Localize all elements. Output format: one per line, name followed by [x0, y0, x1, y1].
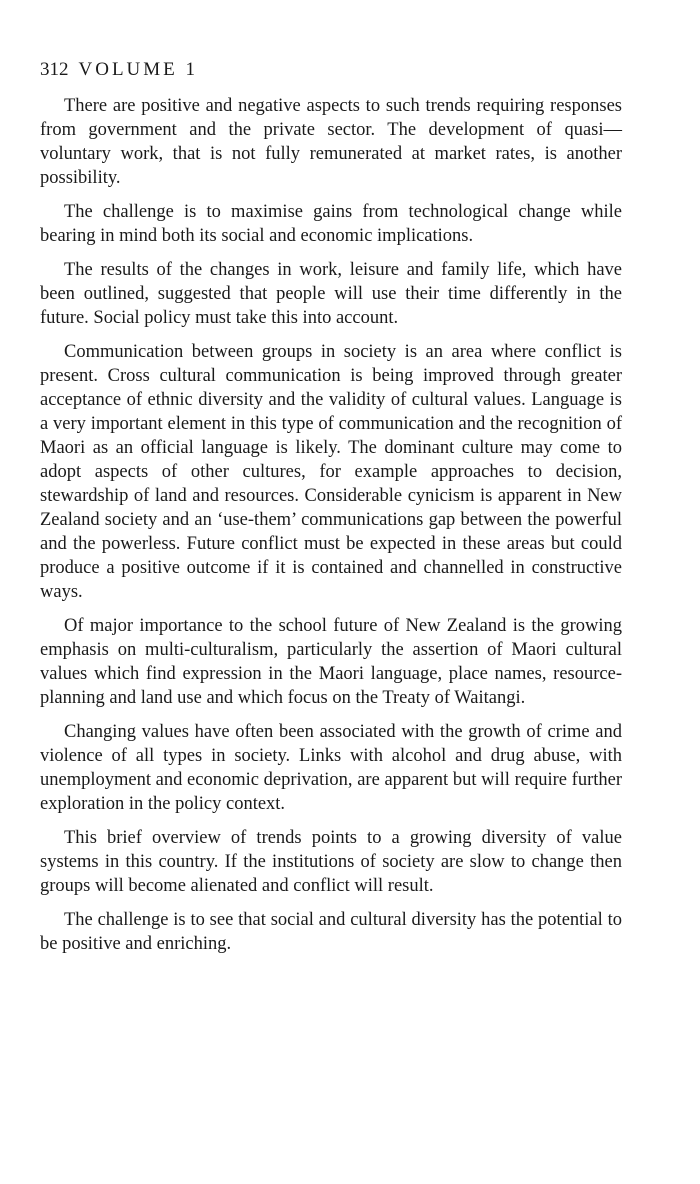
volume-label: VOLUME 1 [78, 59, 199, 80]
paragraph-4: Communication between groups in society is an area where conflict is present. Cross cultural communication is being improved through greater acceptance of ethnic diversity and the validity of cultural values. Language is a very important element in this type of communication and the recognition of Maori as an official language is likely. The dominant culture may come to adopt aspects of other cultures, for example approaches to decision, stewardship of land and resources. Considerable cynicism is apparent in New Zealand society and an ‘use-them’ communications gap between the powerful and the powerless. Future conflict must be expected in these areas but could produce a positive outcome if it is contained and channelled in constructive ways. [40, 342, 622, 602]
paragraph-8: The challenge is to see that social and cultural diversity has the potential to be positive and enriching. [40, 910, 622, 954]
paragraph-7: This brief overview of trends points to a growing diversity of value systems in this country. If the institutions of society are slow to change then groups will become alienated and conflict will result. [40, 828, 622, 896]
running-head [40, 58, 622, 82]
paragraph-1: There are positive and negative aspects to such trends requiring responses from government and the private sector. The development of quasi—voluntary work, that is not fully remunerated at market rates, is another possibility. [40, 96, 622, 188]
paragraph-5: Of major importance to the school future of New Zealand is the growing emphasis on multi-culturalism, particularly the assertion of Maori cultural values which find expression in the Maori language, place names, resource-planning and land use and which focus on the Treaty of Waitangi. [40, 616, 622, 708]
document-page [40, 58, 622, 966]
paragraph-2: The challenge is to maximise gains from technological change while bearing in mind both its social and economic implications. [40, 202, 622, 246]
page-number: 312 [40, 59, 69, 80]
paragraph-3: The results of the changes in work, leisure and family life, which have been outlined, suggested that people will use their time differently in the future. Social policy must take this into account. [40, 260, 622, 328]
paragraph-6: Changing values have often been associated with the growth of crime and violence of all types in society. Links with alcohol and drug abuse, with unemployment and economic deprivation, are apparent but will require further exploration in the policy context. [40, 722, 622, 814]
